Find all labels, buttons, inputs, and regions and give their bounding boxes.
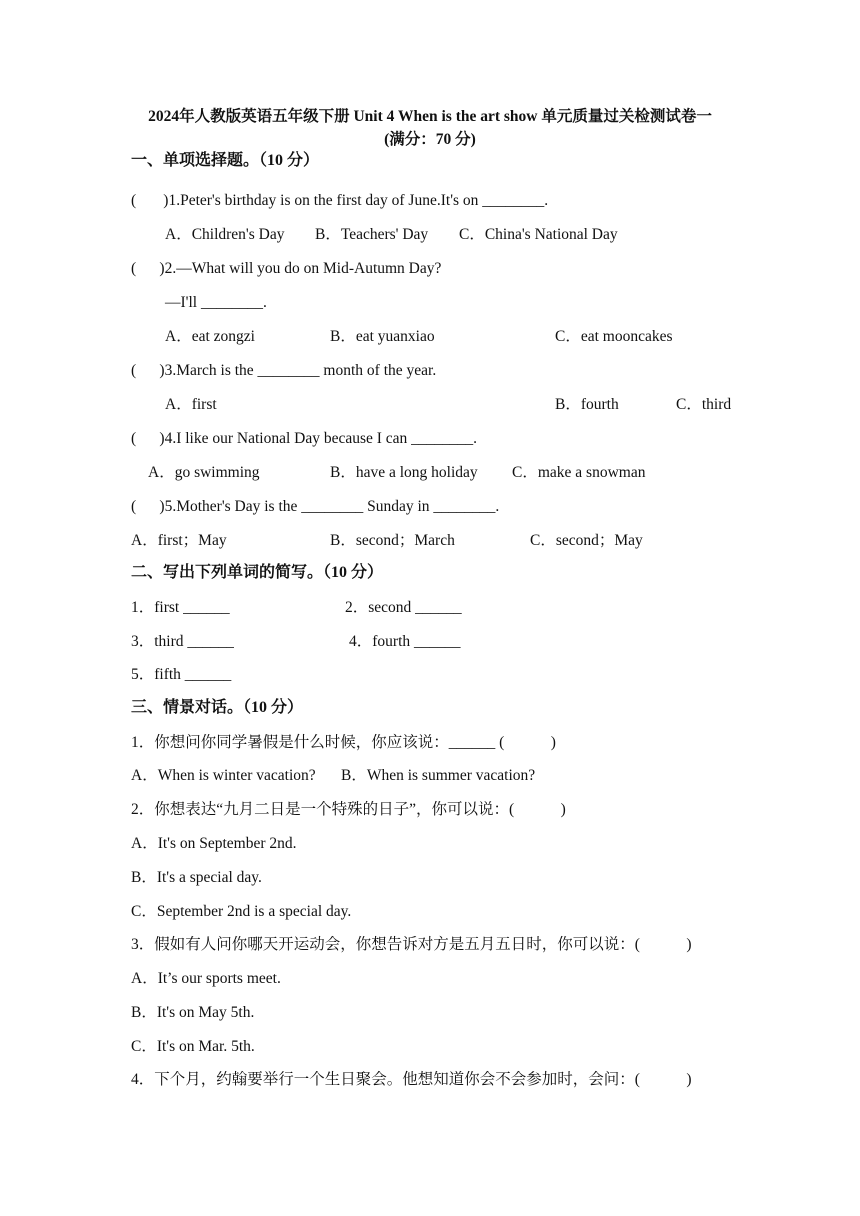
s1-q2-option-a: A．eat zongzi — [165, 328, 255, 345]
s1-q1-option-b: B．Teachers' Day — [315, 226, 429, 243]
s3-q1-option-a: A．When is winter vacation? — [131, 767, 316, 784]
s1-question-4: ( )4.I like our National Day because I can ________. — [131, 430, 478, 447]
s3-question-1: 1．你想问你同学暑假是什么时候，你应该说：______ ( ) — [131, 734, 556, 751]
s1-q3-option-a: A．first — [165, 396, 217, 413]
s1-q2-option-c: C．eat mooncakes — [555, 328, 673, 345]
section-2-heading: 二、写出下列单词的简写。（10 分） — [131, 564, 384, 581]
s2-word-3: 3．third ______ — [131, 633, 234, 650]
s3-question-2: 2．你想表达“九月二日是一个特殊的日子”，你可以说：( ) — [131, 801, 566, 818]
s3-q3-option-c: C．It's on Mar. 5th. — [131, 1038, 255, 1055]
s3-q2-option-a: A．It's on September 2nd. — [131, 835, 297, 852]
s1-q4-option-a: A．go swimming — [148, 464, 260, 481]
s1-q3-option-c: C．third — [676, 396, 732, 413]
s2-word-2: 2．second ______ — [345, 599, 462, 616]
s1-q3-option-b: B．fourth — [555, 396, 619, 413]
s2-word-1: 1．first ______ — [131, 599, 230, 616]
s1-q1-option-c: C．China's National Day — [459, 226, 618, 243]
s3-question-3: 3．假如有人问你哪天开运动会，你想告诉对方是五月五日时，你可以说：( ) — [131, 936, 692, 953]
s1-q5-option-b: B．second；March — [330, 532, 455, 549]
s3-q2-option-c: C．September 2nd is a special day. — [131, 903, 352, 920]
document-title: 2024年人教版英语五年级下册 Unit 4 When is the art show 单元质量过关检测试卷一 — [148, 108, 712, 125]
s1-question-3: ( )3.March is the ________ month of the year. — [131, 362, 437, 379]
section-1-heading: 一、单项选择题。（10 分） — [131, 152, 320, 169]
s1-q4-option-c: C．make a snowman — [512, 464, 646, 481]
full-score-note: (满分：70 分) — [384, 131, 476, 148]
s1-q5-option-a: A．first；May — [131, 532, 227, 549]
section-3-heading: 三、情景对话。（10 分） — [131, 699, 304, 716]
s1-question-1: ( )1.Peter's birthday is on the first day of June.It's on ________. — [131, 192, 549, 209]
s1-q2-reply: —I'll ________. — [165, 294, 267, 311]
s3-q3-option-b: B．It's on May 5th. — [131, 1004, 255, 1021]
s1-q1-option-a: A．Children's Day — [165, 226, 285, 243]
s3-q2-option-b: B．It's a special day. — [131, 869, 262, 886]
s1-question-5: ( )5.Mother's Day is the ________ Sunday in ________. — [131, 498, 500, 515]
s2-word-5: 5．fifth ______ — [131, 666, 232, 683]
s1-question-2: ( )2.—What will you do on Mid-Autumn Day? — [131, 260, 442, 277]
s2-word-4: 4．fourth ______ — [349, 633, 461, 650]
s3-question-4: 4．下个月，约翰要举行一个生日聚会。他想知道你会不会参加时，会问：( ) — [131, 1071, 692, 1088]
s1-q2-option-b: B．eat yuanxiao — [330, 328, 435, 345]
s1-q4-option-b: B．have a long holiday — [330, 464, 478, 481]
s3-q3-option-a: A．It’s our sports meet. — [131, 970, 281, 987]
s3-q1-option-b: B．When is summer vacation? — [341, 767, 536, 784]
s1-q5-option-c: C．second；May — [530, 532, 643, 549]
